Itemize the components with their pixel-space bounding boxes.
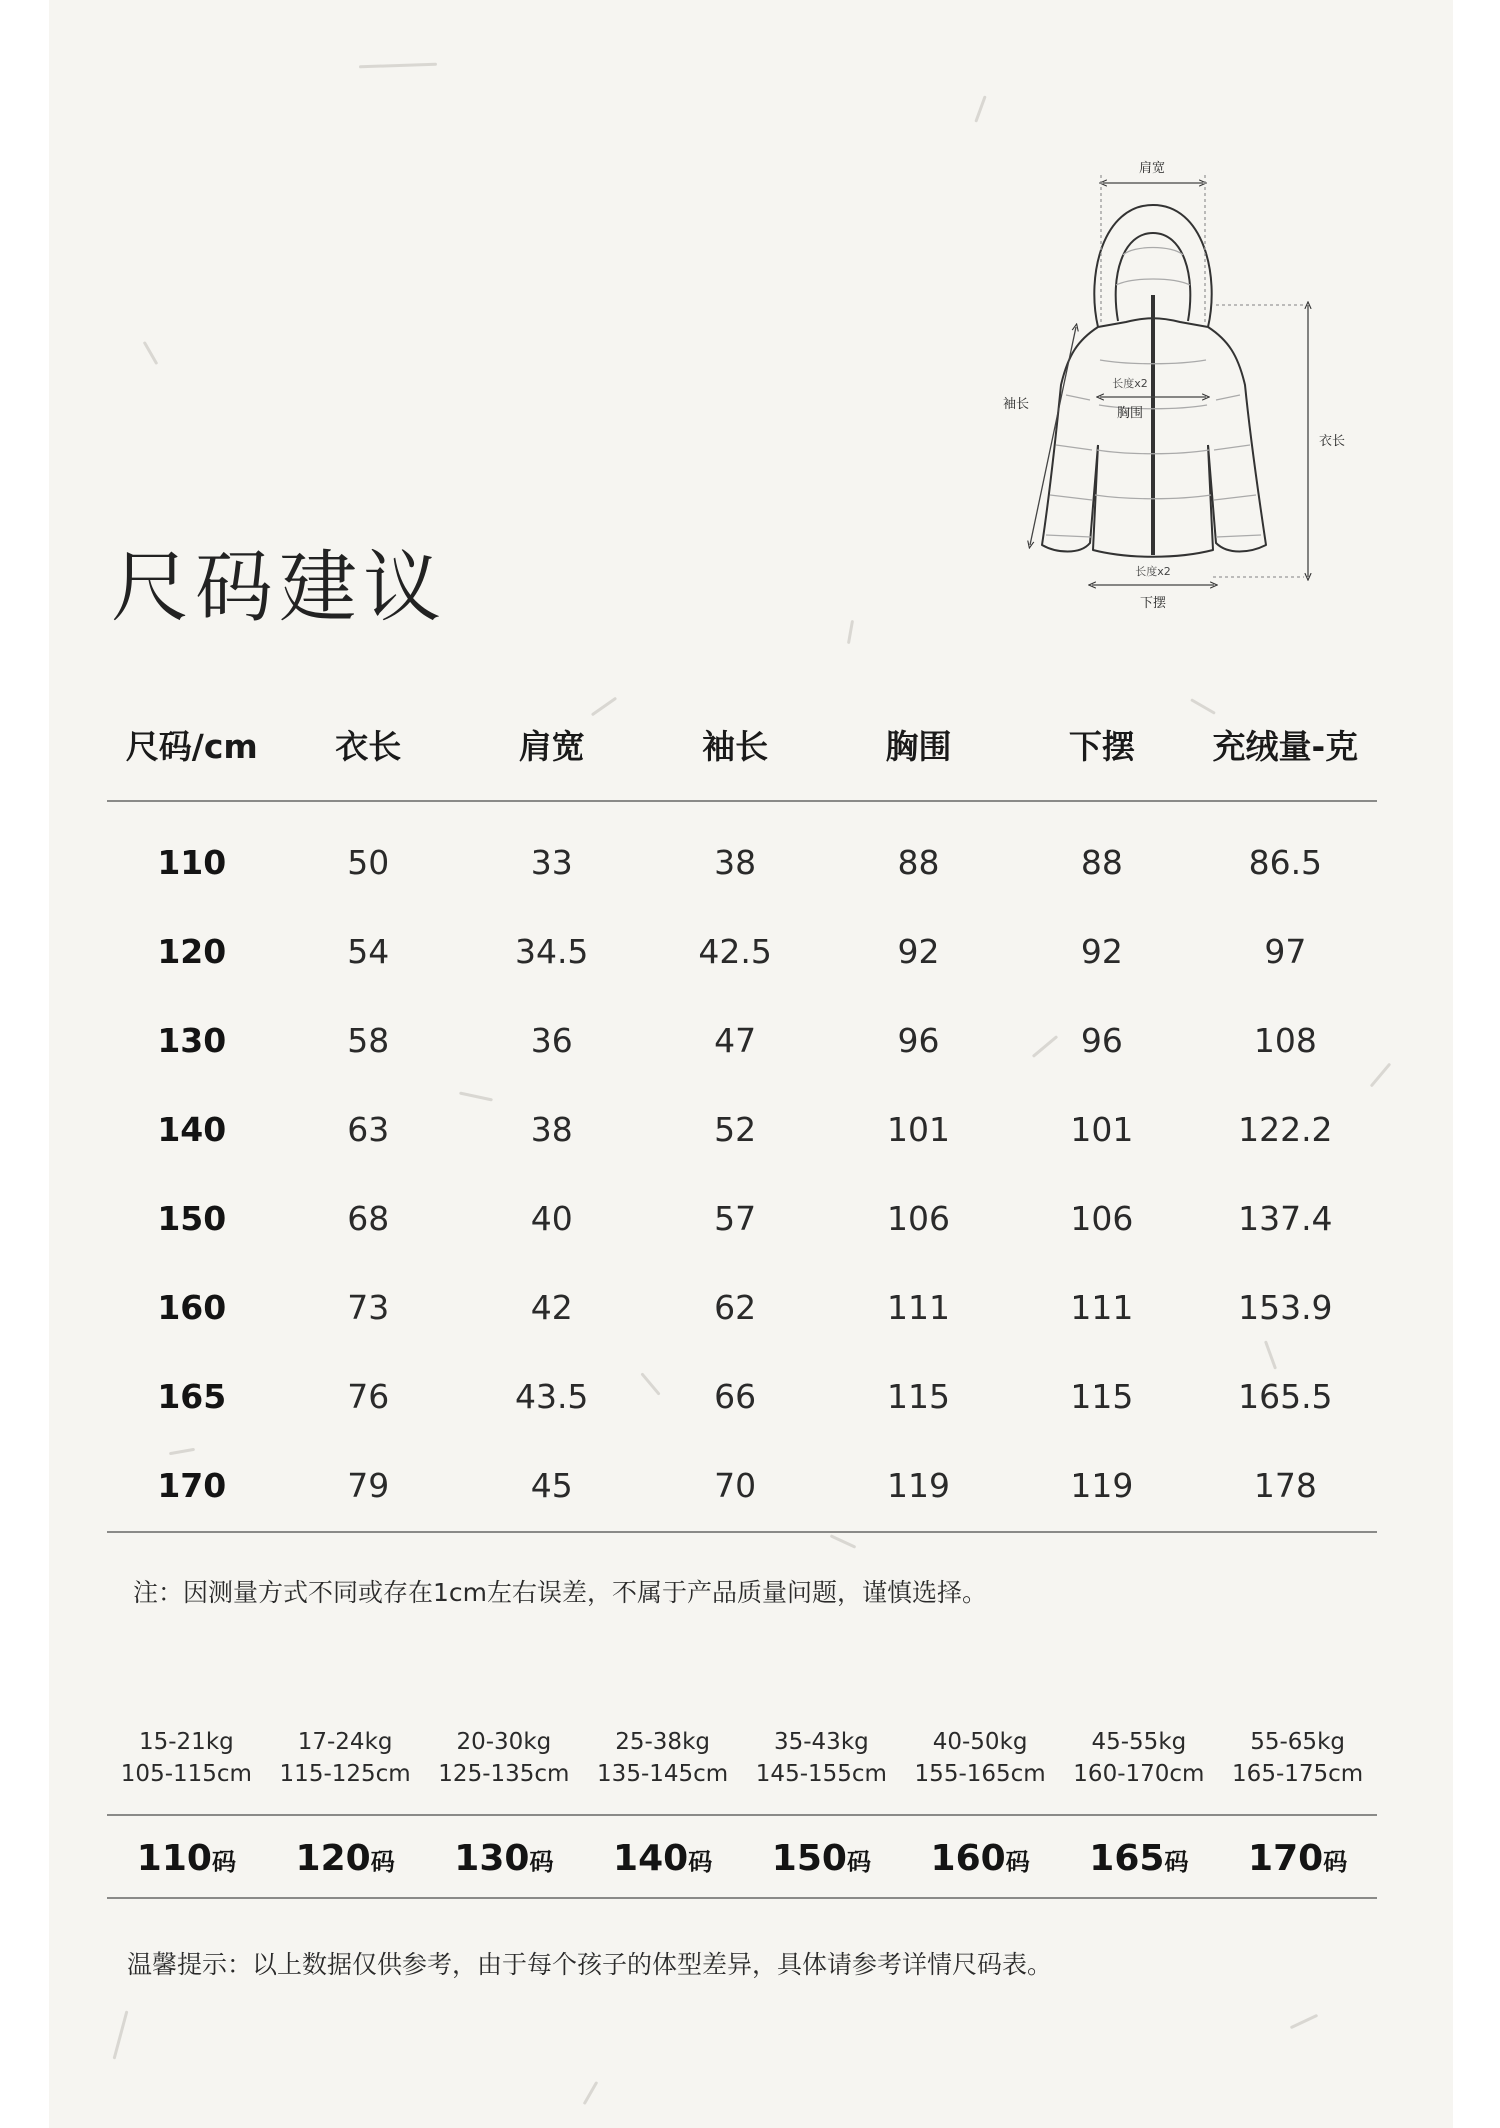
table-cell: 122.2 (1238, 1110, 1333, 1149)
table-cell: 119 (1070, 1466, 1134, 1505)
paper-fiber (583, 2081, 599, 2105)
table-header (107, 700, 1377, 789)
table-row (107, 1085, 1377, 1174)
recommend-top-divider (107, 1814, 1377, 1816)
table-cell: 88 (1080, 843, 1123, 882)
jacket-measurement-diagram (958, 145, 1408, 615)
size-number: 130 (454, 1837, 530, 1879)
paper-fiber (1290, 2014, 1318, 2029)
size-unit: 码 (688, 1847, 713, 1876)
jacket-outline (1042, 205, 1266, 557)
weight-range: 17-24kg (297, 1729, 393, 1755)
page-title: 尺码建议 (111, 543, 448, 633)
size-unit: 码 (211, 1847, 236, 1876)
table-cell: 160 (157, 1288, 227, 1327)
header-length: 衣长 (335, 727, 402, 766)
recommended-size (901, 1838, 1060, 1879)
table-row (107, 1174, 1377, 1263)
table-cell: 120 (157, 932, 227, 971)
size-number: 170 (1248, 1837, 1324, 1879)
paper-fiber (974, 95, 986, 122)
table-cell: 96 (1080, 1021, 1123, 1060)
header-shoulder: 肩宽 (518, 727, 585, 766)
table-cell: 170 (157, 1466, 227, 1505)
table-cell: 106 (1070, 1199, 1134, 1238)
table-cell: 119 (887, 1466, 951, 1505)
size-unit: 码 (370, 1847, 395, 1876)
recommend-heights-row (107, 1758, 1377, 1790)
size-unit: 码 (1323, 1847, 1348, 1876)
table-cell: 38 (530, 1110, 573, 1149)
table-cell: 43.5 (514, 1377, 589, 1416)
table-cell: 66 (714, 1377, 757, 1416)
table-cell: 92 (1080, 932, 1123, 971)
table-cell: 92 (897, 932, 940, 971)
recommended-size (425, 1838, 584, 1879)
table-top-divider (107, 800, 1377, 802)
table-cell: 106 (887, 1199, 951, 1238)
table-cell: 40 (530, 1199, 573, 1238)
header-size: 尺码/cm (125, 727, 258, 766)
height-range: 160-170cm (1073, 1761, 1205, 1787)
size-number: 120 (295, 1837, 371, 1879)
table-cell: 137.4 (1238, 1199, 1333, 1238)
table-cell: 101 (887, 1110, 951, 1149)
table-cell: 111 (1070, 1288, 1134, 1327)
table-cell: 38 (714, 843, 757, 882)
table-cell: 34.5 (514, 932, 589, 971)
header-hem: 下摆 (1068, 727, 1135, 766)
recommended-size (1218, 1838, 1377, 1879)
table-cell: 153.9 (1238, 1288, 1333, 1327)
size-unit: 码 (846, 1847, 871, 1876)
friendly-tip: 温馨提示：以上数据仅供参考，由于每个孩子的体型差异，具体请参考详情尺码表。 (127, 1950, 1053, 1979)
table-cell: 150 (157, 1199, 227, 1238)
chest-note-label: 长度x2 (1112, 377, 1148, 390)
weight-range: 25-38kg (615, 1729, 710, 1755)
table-cell: 42 (530, 1288, 573, 1327)
table-cell: 73 (347, 1288, 390, 1327)
recommended-size (1060, 1838, 1219, 1879)
table-cell: 115 (887, 1377, 951, 1416)
table-cell: 86.5 (1248, 843, 1323, 882)
paper-fiber (359, 63, 437, 69)
size-unit: 码 (1164, 1847, 1189, 1876)
height-range: 125-135cm (438, 1761, 570, 1787)
table-cell: 111 (887, 1288, 951, 1327)
weight-range: 40-50kg (932, 1729, 1028, 1755)
table-cell: 140 (157, 1110, 227, 1149)
table-cell: 54 (347, 932, 390, 971)
table-cell: 110 (157, 843, 227, 882)
table-cell: 68 (347, 1199, 390, 1238)
table-cell: 96 (897, 1021, 940, 1060)
table-cell: 130 (157, 1021, 227, 1060)
height-range: 105-115cm (120, 1761, 252, 1787)
header-sleeve: 袖长 (702, 727, 769, 766)
header-down-fill: 充绒量-克 (1212, 727, 1359, 766)
table-cell: 42.5 (698, 932, 772, 971)
sleeve-label: 袖长 (1002, 397, 1030, 412)
table-cell: 97 (1264, 932, 1307, 971)
table-cell: 36 (530, 1021, 573, 1060)
height-range: 135-145cm (597, 1761, 729, 1787)
weight-range: 45-55kg (1091, 1729, 1187, 1755)
table-cell: 47 (714, 1021, 757, 1060)
table-cell: 101 (1070, 1110, 1134, 1149)
table-cell: 45 (530, 1466, 573, 1505)
size-number: 165 (1089, 1837, 1165, 1879)
paper-fiber (830, 1534, 857, 1549)
table-cell: 108 (1253, 1021, 1317, 1060)
height-range: 155-165cm (914, 1761, 1046, 1787)
size-number: 110 (136, 1837, 212, 1879)
recommended-size (107, 1838, 266, 1879)
shoulder-label: 肩宽 (1138, 161, 1166, 176)
weight-range: 15-21kg (138, 1729, 234, 1755)
weight-range: 55-65kg (1250, 1729, 1345, 1755)
recommended-size (583, 1838, 742, 1879)
table-row (107, 1352, 1377, 1441)
table-cell: 62 (714, 1288, 757, 1327)
table-row (107, 818, 1377, 907)
size-unit: 码 (1005, 1847, 1030, 1876)
measurement-note: 注：因测量方式不同或存在1cm左右误差，不属于产品质量问题，谨慎选择。 (133, 1578, 988, 1607)
table-cell: 70 (714, 1466, 757, 1505)
size-unit: 码 (529, 1847, 554, 1876)
table-cell: 79 (347, 1466, 390, 1505)
table-cell: 88 (897, 843, 940, 882)
recommended-size (266, 1838, 425, 1879)
table-cell: 52 (714, 1110, 757, 1149)
table-cell: 63 (347, 1110, 390, 1149)
table-cell: 115 (1070, 1377, 1134, 1416)
length-label: 衣长 (1318, 434, 1346, 449)
hem-note-label: 长度x2 (1135, 565, 1171, 578)
hem-label: 下摆 (1139, 596, 1167, 611)
table-row (107, 1441, 1377, 1530)
table-row (107, 907, 1377, 996)
paper-fiber (113, 2010, 129, 2059)
paper-fiber (847, 620, 854, 644)
height-range: 145-155cm (755, 1761, 887, 1787)
table-cell: 58 (347, 1021, 390, 1060)
height-range: 165-175cm (1232, 1761, 1364, 1787)
table-cell: 165.5 (1238, 1377, 1333, 1416)
size-number: 160 (930, 1837, 1006, 1879)
table-cell: 33 (530, 843, 573, 882)
table-cell: 50 (347, 843, 390, 882)
table-cell: 165 (157, 1377, 227, 1416)
recommend-bottom-divider (107, 1897, 1377, 1899)
table-cell: 178 (1253, 1466, 1317, 1505)
table-cell: 57 (714, 1199, 757, 1238)
weight-range: 35-43kg (773, 1729, 869, 1755)
recommended-size (742, 1838, 901, 1879)
table-row (107, 996, 1377, 1085)
chest-label: 胸围 (1116, 406, 1144, 421)
height-range: 115-125cm (279, 1761, 411, 1787)
paper-fiber (143, 341, 159, 365)
table-bottom-divider (107, 1531, 1377, 1533)
recommend-sizes-row (107, 1823, 1377, 1893)
recommend-weights-row (107, 1726, 1377, 1758)
size-number: 140 (613, 1837, 689, 1879)
size-number: 150 (771, 1837, 847, 1879)
header-chest: 胸围 (885, 727, 952, 766)
table-row (107, 1263, 1377, 1352)
table-cell: 76 (347, 1377, 390, 1416)
weight-range: 20-30kg (456, 1729, 552, 1755)
